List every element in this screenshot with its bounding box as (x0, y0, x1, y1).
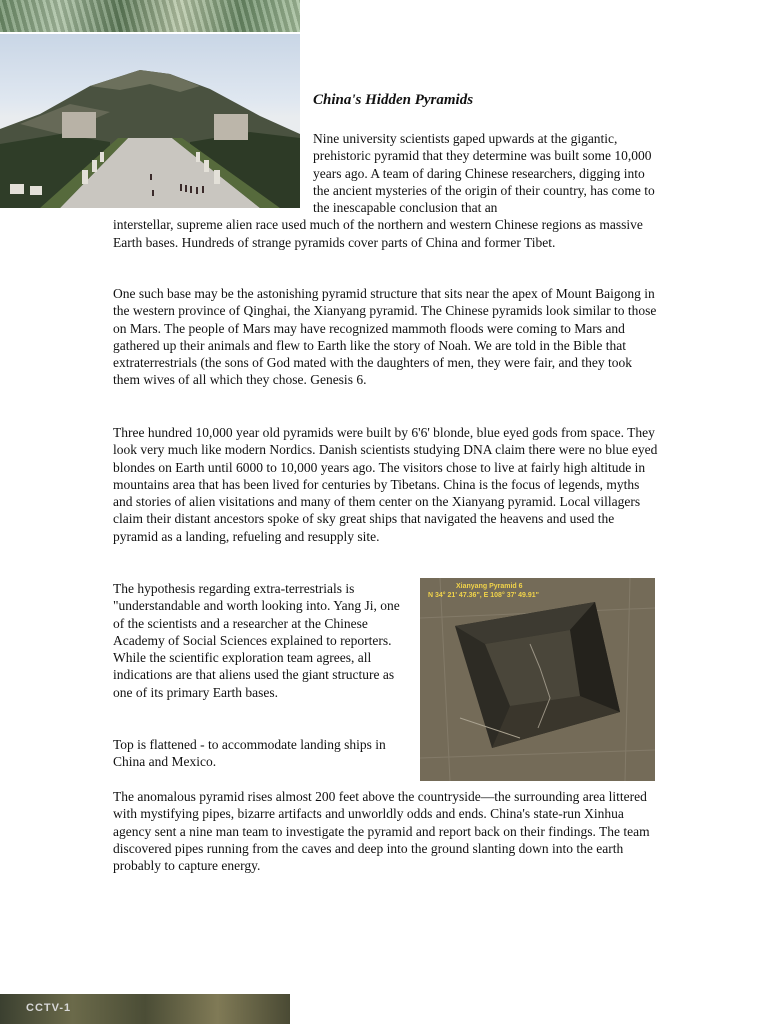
satellite-caption (428, 582, 539, 600)
bottom-banner-image (0, 994, 290, 1024)
cctv-logo: CCTV-1 (26, 1002, 72, 1014)
article-paragraph-2: One such base may be the astonishing pyramid structure that sits near the apex of Mount Baigong in the western province of Qinghai, the Xianyang pyramid. The Chinese pyramids look similar to those on Mars. The people of Mars may have recognized mammoth floods were coming to Mars and gathered up their animals and flew to Earth like the story of Noah. We are told in the Bible that extraterrestrials (the sons of God mated with the daughters of men, they were fair, and they took them wives of all which they chose. Genesis 6. (113, 286, 657, 388)
article-paragraph-6: The anomalous pyramid rises almost 200 feet above the countryside—the surrounding area littered with mystifying pipes, bizarre artifacts and unworldly odds and ends. China's state-run Xinhua agency sent a nine man team to investigate the pyramid and report back on their findings. The team discovered pipes running from the caves and deep into the ground slanting down into the earth probably to capture energy. (113, 789, 650, 874)
top-banner-image (0, 0, 300, 32)
article-title: China's Hidden Pyramids (313, 92, 474, 108)
intro-text-wrapped: Nine university scientists gaped upwards at the gigantic, prehistoric pyramid that they determine was built some 10,000 years ago. A team of daring Chinese researchers, digging into the ancient mysteries of the origin of their country, has come to the inescapable conclusion that an (313, 131, 655, 216)
article-paragraph-3: Three hundred 10,000 year old pyramids were built by 6'6' blonde, blue eyed gods from space. They look very much like modern Nordics. Danish scientists studying DNA claim there were no blue eyed blondes on Earth until 6000 to 10,000 years ago. The visitors chose to live at fairly high altitude in mountains area that has been lived for centuries by Tibetans. China is the focus of legends, myths and stories of alien visitations and many of them center on the Xianyang pyramid. Local villagers claim their distant ancestors spoke of sky great ships that navigated the heavens and used the pyramid as a landing, refueling and resupply site. (113, 425, 658, 544)
satellite-caption-coords: N 34° 21' 47.36", E 108° 37' 49.91" (428, 592, 539, 599)
article-paragraph-intro (113, 130, 658, 251)
satellite-pyramid-image (420, 578, 655, 781)
satellite-caption-title: Xianyang Pyramid 6 (456, 583, 523, 590)
intro-text-full: interstellar, supreme alien race used much of the northern and western Chinese regions as massive Earth bases. Hundreds of strange pyramids cover parts of China and former Tibet. (113, 217, 643, 250)
article-paragraph-5: Top is flattened - to accommodate landing ships in China and Mexico. (113, 737, 386, 770)
article-paragraph-4: The hypothesis regarding extra-terrestrials is "understandable and worth looking into. Yang Ji, one of the scientists and a researcher at the Chinese Academy of Social Sciences explained to reporters. While the scientific exploration team agrees, all indications are that aliens used the giant structure as one of its primary Earth bases. (113, 581, 400, 700)
